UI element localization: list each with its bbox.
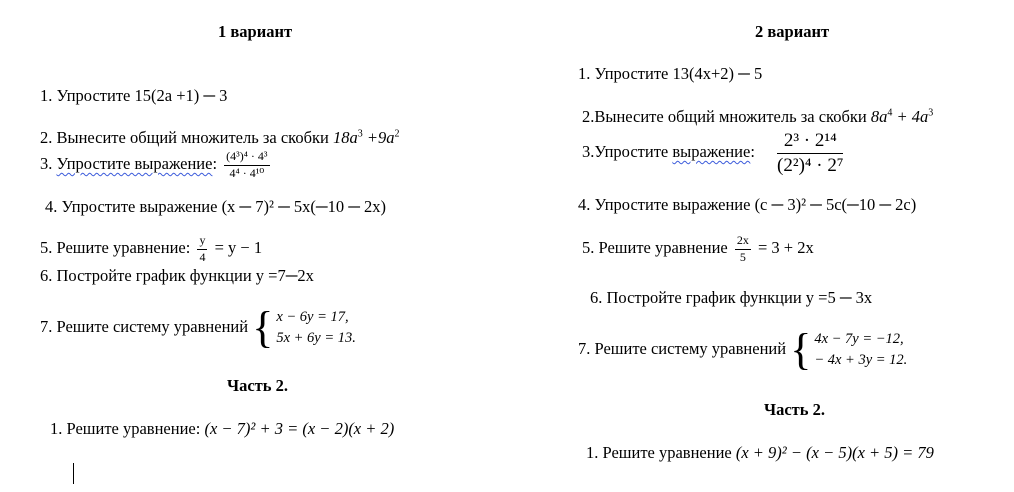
v2-system <box>814 329 907 371</box>
v2-part-2-title: Часть 2. <box>764 400 826 419</box>
v2-task-5-rest: = 3 + 2x <box>753 238 814 258</box>
v1-task-2-term-b: +9a <box>362 128 395 147</box>
v1-task-2-exp-b: 2 <box>394 128 400 140</box>
v2-task-3-fraction <box>777 130 843 177</box>
v1-task-5-text: 5. Решите уравнение: <box>40 238 195 258</box>
v2-task-6: 6. Постройте график функции y =5 ─ 3x <box>590 288 873 307</box>
v2-task-2-term-a: 8a <box>870 107 888 126</box>
v2-part-2-task-1-expr: (x + 9)² − (x − 5)(x + 5) = 79 <box>735 443 934 462</box>
v1-task-2-text: 2. Вынесите общий множитель за скобки <box>40 128 333 147</box>
v1-task-3-number: 3. <box>40 154 57 174</box>
v1-task-3-text: Упростите выражение <box>56 154 213 174</box>
v1-part-2-title: Часть 2. <box>227 376 289 395</box>
v2-task-2-exp-a: 4 <box>887 107 893 119</box>
v1-task-5 <box>40 234 262 265</box>
v1-task-3-numerator: (4³)⁴ · 4³ <box>224 150 269 166</box>
v2-task-5-text: 5. Решите уравнение <box>582 238 732 258</box>
v2-task-3 <box>582 130 846 177</box>
v1-task-4-text: 4. Упростите выражение <box>45 197 222 216</box>
v2-task-3-text-underlined: выражение <box>672 142 751 162</box>
v1-task-5-rest: = y − 1 <box>210 238 263 258</box>
v1-task-3-colon: : <box>212 154 222 174</box>
v1-task-2-exp-a: 3 <box>357 128 363 140</box>
v2-task-5-numerator: 2x <box>735 234 751 250</box>
v1-task-3-fraction <box>224 150 269 181</box>
v1-task-4 <box>45 197 386 217</box>
v1-task-2 <box>40 128 399 148</box>
v1-task-6: 6. Постройте график функции y =7─2x <box>40 266 314 285</box>
v1-task-7 <box>40 303 356 352</box>
v2-task-7-text: 7. Решите систему уравнений <box>578 338 791 358</box>
variant-2-title: 2 вариант <box>755 22 830 41</box>
v1-part-2-task-1-text: 1. Решите уравнение: <box>50 419 205 438</box>
v2-task-2 <box>582 107 933 127</box>
v1-task-1-text: 1. Упростите <box>40 86 135 105</box>
v2-task-4 <box>578 195 916 215</box>
v1-system-eq-2: 5x + 6y = 13. <box>276 330 356 346</box>
v1-task-1 <box>40 86 227 106</box>
v1-task-3 <box>40 150 273 181</box>
v1-part-2-task-1 <box>50 419 394 439</box>
v1-task-5-fraction <box>197 234 207 265</box>
v1-task-5-numerator: y <box>197 234 207 250</box>
v1-system-brace: { <box>252 303 274 352</box>
v2-task-4-text: 4. Упростите выражение <box>578 195 755 214</box>
v2-task-3-numerator: 2³ · 2¹⁴ <box>777 130 843 154</box>
v1-task-2-term-a: 18a <box>332 128 358 147</box>
v2-system-eq-1: 4x − 7y = −12, <box>814 330 904 347</box>
v2-part-2-task-1-text: 1. Решите уравнение <box>586 443 736 462</box>
v1-task-1-expr: 15(2a +1) ─ 3 <box>134 86 228 105</box>
v2-task-1-text: 1. Упростите <box>578 64 673 83</box>
v2-task-3-denominator: (2²)⁴ · 2⁷ <box>777 154 844 176</box>
variant-1-title: 1 вариант <box>218 22 293 41</box>
v2-task-2-term-b: + 4a <box>892 107 929 126</box>
v1-task-5-denominator: 4 <box>199 249 206 264</box>
v1-task-3-denominator: 4⁴ · 4¹⁰ <box>229 165 265 180</box>
v2-task-2-exp-b: 3 <box>928 107 934 119</box>
v1-system <box>276 307 356 349</box>
v1-task-4-expr: (x ─ 7)² ─ 5x(─10 ─ 2x) <box>221 197 386 216</box>
v2-task-3-text: 3.Упростите <box>582 142 673 162</box>
v2-task-4-expr: (c ─ 3)² ─ 5c(─10 ─ 2c) <box>754 195 917 214</box>
v2-task-3-colon: : <box>750 142 755 162</box>
v2-system-eq-2: − 4x + 3y = 12. <box>814 352 908 368</box>
v2-part-2-task-1 <box>586 443 934 463</box>
v1-task-7-text: 7. Решите систему уравнений <box>40 316 253 336</box>
v1-part-2-task-1-expr: (x − 7)² + 3 = (x − 2)(x + 2) <box>204 419 395 438</box>
v1-system-eq-1: x − 6y = 17, <box>276 308 349 325</box>
v2-task-5-denominator: 5 <box>739 249 746 264</box>
v2-task-2-text: 2.Вынесите общий множитель за скобки <box>582 107 871 126</box>
v2-task-5 <box>582 234 814 265</box>
v2-task-1-expr: 13(4x+2) ─ 5 <box>672 64 763 83</box>
v2-task-5-fraction <box>735 234 751 265</box>
v2-system-brace: { <box>790 325 812 374</box>
v2-task-7 <box>578 325 908 374</box>
v2-task-1 <box>578 64 762 84</box>
text-cursor <box>73 463 74 484</box>
